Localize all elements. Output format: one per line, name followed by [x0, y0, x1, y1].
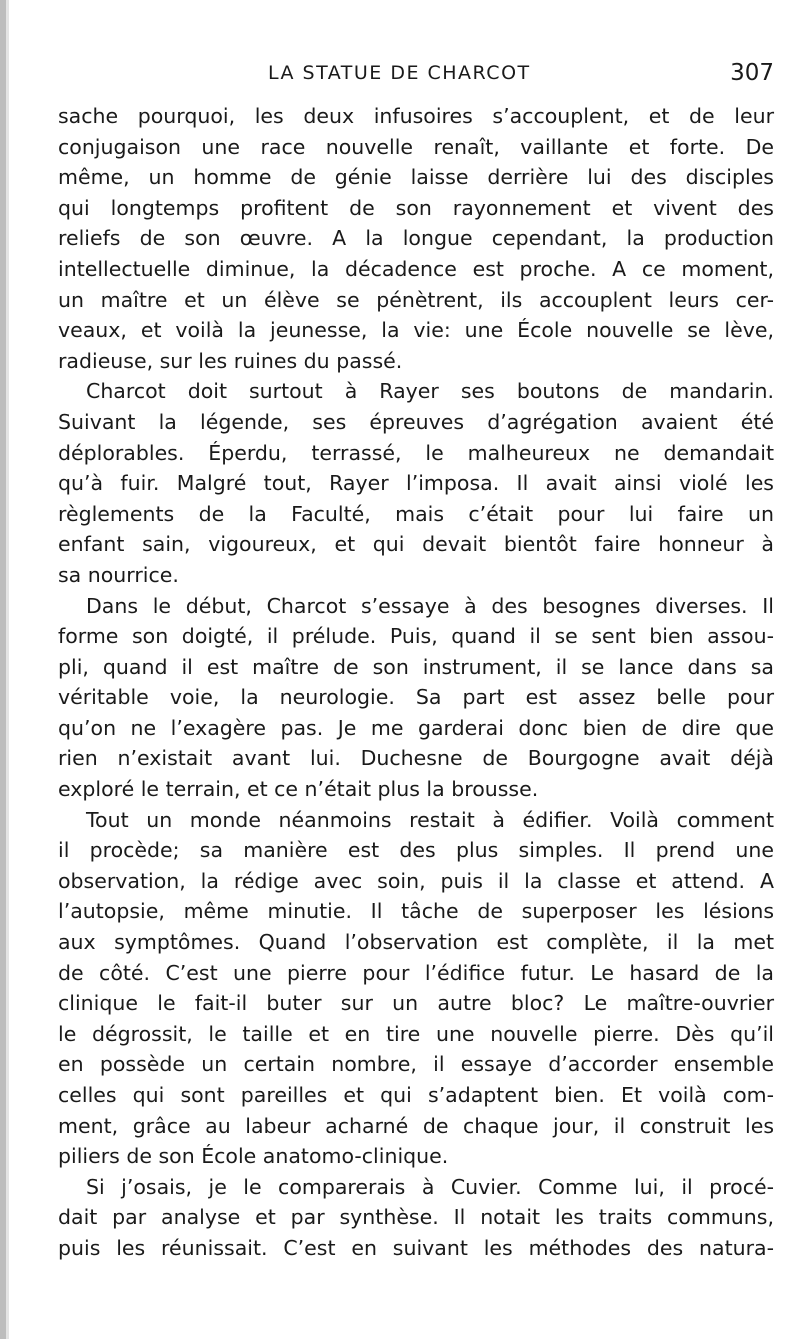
text-line: sache pourquoi, les deux infusoires s’accouplent, et de leur: [58, 104, 774, 128]
text-line: Charcot doit surtout à Rayer ses boutons de mandarin.: [86, 379, 774, 404]
text-line: exploré le terrain, et ce n’était plus la brousse.: [58, 777, 539, 802]
text-line: un maître et un élève se pénètrent, ils accouplent leurs cer-: [58, 287, 774, 312]
text-line: Dans le début, Charcot s’essaye à des besognes diverses. Il: [86, 593, 774, 618]
text-line: ment, grâce au labeur acharné de chaque jour, il construit les: [58, 1113, 774, 1138]
running-title: LA STATUE DE CHARCOT: [268, 62, 531, 84]
body-text: [58, 101, 774, 1264]
text-line: de côté. C’est une pierre pour l’édifice futur. Le hasard de la: [58, 960, 774, 985]
text-line: l’autopsie, même minutie. Il tâche de superposer les lésions: [58, 899, 774, 924]
text-line: enfant sain, vigoureux, et qui devait bientôt faire honneur à: [58, 532, 774, 557]
text-line: en possède un certain nombre, il essaye d’accorder ensemble: [58, 1052, 774, 1077]
page-number: 307: [730, 60, 774, 86]
text-line: le dégrossit, le taille et en tire une nouvelle pierre. Dès qu’il: [58, 1021, 774, 1046]
text-line: conjugaison une race nouvelle renaît, vaillante et forte. De: [58, 134, 774, 159]
text-line: celles qui sont pareilles et qui s’adaptent bien. Et voilà com-: [58, 1083, 774, 1107]
text-line: aux symptômes. Quand l’observation est complète, il la met: [58, 930, 774, 955]
text-line: piliers de son École anatomo-clinique.: [58, 1144, 449, 1169]
text-line: observation, la rédige avec soin, puis il la classe et attend. A: [58, 868, 774, 893]
text-line: rien n’existait avant lui. Duchesne de Bourgogne avait déjà: [58, 746, 774, 771]
text-line: pli, quand il est maître de son instrument, il se lance dans sa: [58, 654, 774, 679]
text-line: déplorables. Éperdu, terrassé, le malheureux ne demandait: [58, 440, 774, 465]
text-line: qui longtemps profitent de son rayonnement et vivent des: [58, 195, 774, 220]
text-line: radieuse, sur les ruines du passé.: [58, 348, 403, 373]
text-line: forme son doigté, il prélude. Puis, quand il se sent bien assou-: [58, 624, 774, 649]
text-line: il procède; sa manière est des plus simples. Il prend une: [58, 838, 774, 863]
text-line: intellectuelle diminue, la décadence est proche. A ce moment,: [58, 256, 774, 281]
text-line: clinique le fait-il buter sur un autre bloc? Le maître-ouvrier: [58, 991, 774, 1016]
text-line: reliefs de son œuvre. A la longue cependant, la production: [58, 226, 774, 251]
page-binding-shadow: [6, 0, 9, 1339]
text-line: même, un homme de génie laisse derrière lui des disciples: [58, 165, 774, 190]
text-line: qu’on ne l’exagère pas. Je me garderai donc bien de dire que: [58, 715, 774, 740]
text-line: veaux, et voilà la jeunesse, la vie: une École nouvelle se lève,: [58, 318, 774, 343]
text-line: véritable voie, la neurologie. Sa part est assez belle pour: [58, 685, 774, 710]
text-line: règlements de la Faculté, mais c’était pour lui faire un: [58, 501, 774, 526]
text-line: sa nourrice.: [58, 562, 179, 587]
page-header: [58, 60, 774, 90]
text-line: dait par analyse et par synthèse. Il notait les traits communs,: [58, 1205, 774, 1230]
text-line: puis les réunissait. C’est en suivant les méthodes des natura-: [58, 1235, 774, 1260]
text-line: Si j’osais, je le comparerais à Cuvier. Comme lui, il procé-: [86, 1174, 774, 1199]
text-line: qu’à fuir. Malgré tout, Rayer l’imposa. Il avait ainsi violé les: [58, 471, 774, 496]
text-line: Tout un monde néanmoins restait à édifier. Voilà comment: [86, 807, 774, 832]
text-line: Suivant la légende, ses épreuves d’agrégation avaient été: [58, 409, 774, 434]
